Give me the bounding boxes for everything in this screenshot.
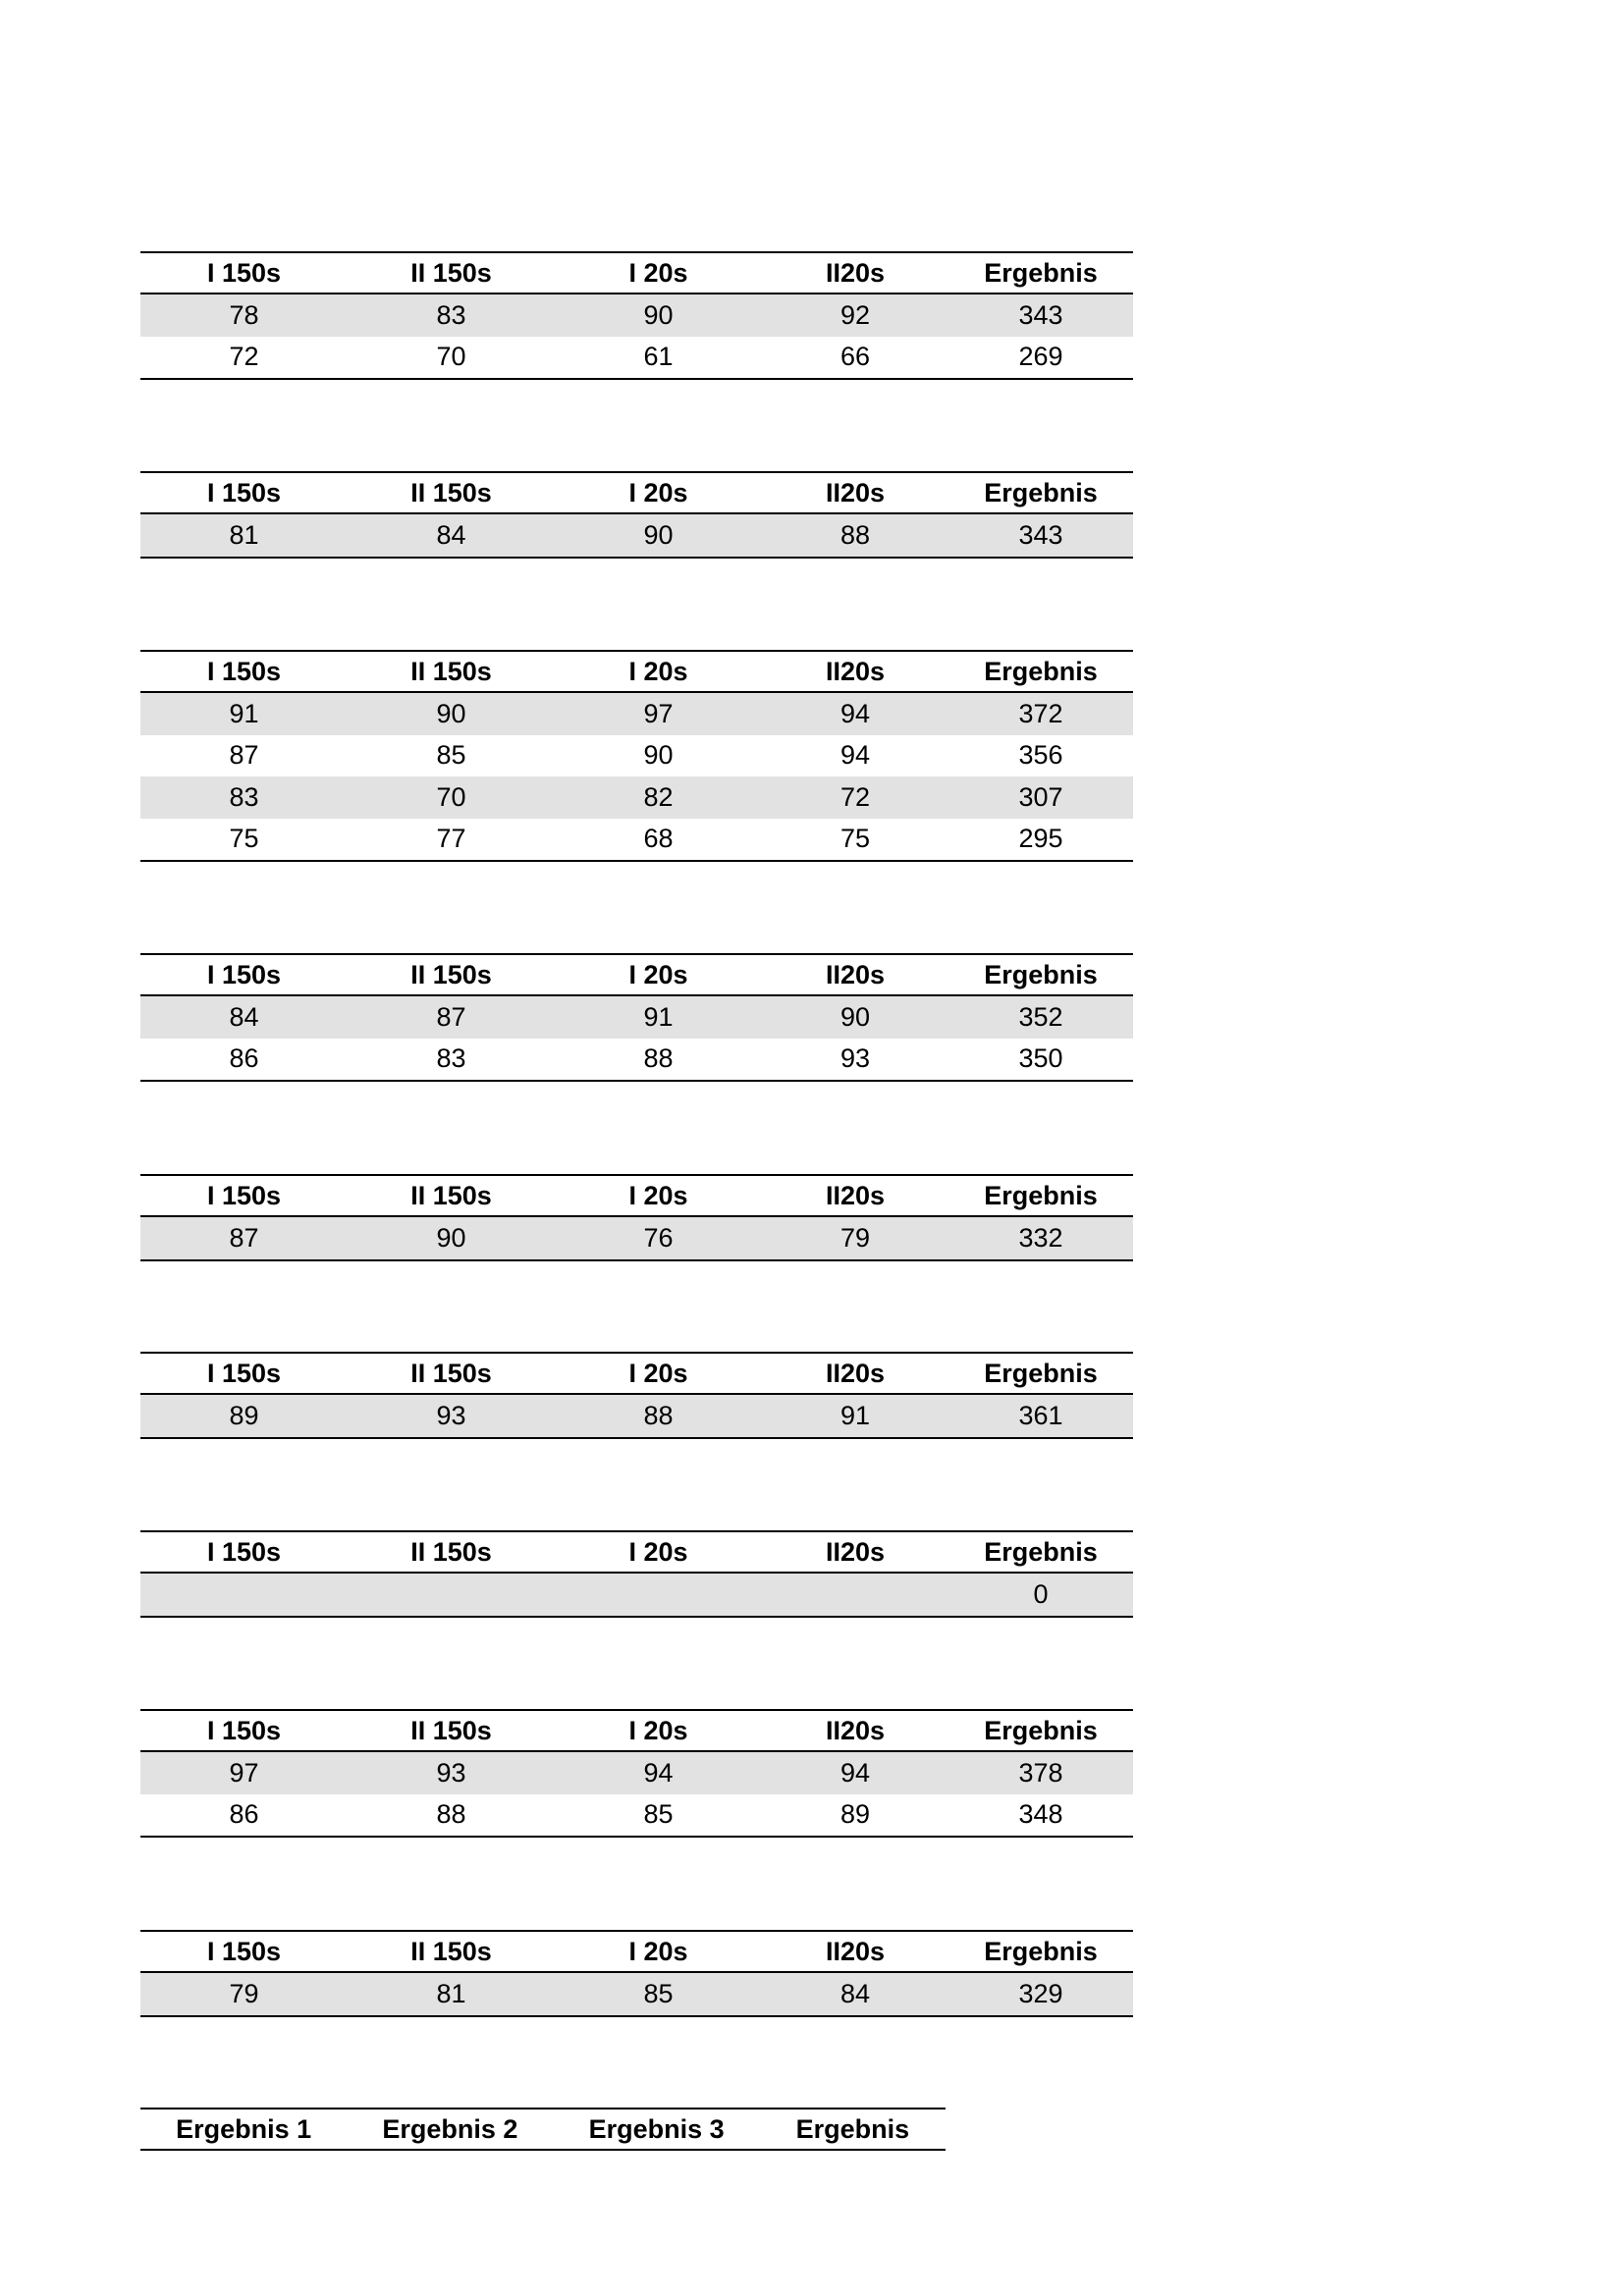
table-cell: 89 [229,1400,259,1430]
table-cell: 332 [1018,1222,1063,1253]
table-row [140,1973,1133,2015]
header-cell: I 20s [628,1936,688,1966]
table-cell: 91 [643,1001,674,1032]
header-cell: I 150s [206,1936,282,1966]
table-cell: 89 [839,1799,871,1830]
table-cell: 79 [839,1222,871,1253]
table-cell: 83 [229,781,259,812]
table-cell: 87 [436,1001,466,1032]
header-cell: I 20s [628,1536,688,1567]
table-cell: 94 [839,698,871,728]
header-cell: II 150s [410,477,492,507]
table-cell: 378 [1018,1757,1063,1788]
table-row [140,1574,1133,1616]
table-cell: 372 [1018,698,1063,728]
header-cell: Ergebnis [984,1715,1098,1745]
table-cell: 343 [1018,299,1063,330]
table-cell: 61 [643,342,674,372]
header-cell: Ergebnis 3 [588,2113,725,2144]
table-cell: 348 [1018,1799,1063,1830]
header-cell: I 20s [628,477,688,507]
header-cell: Ergebnis [984,1180,1098,1210]
table-cell: 94 [839,740,871,771]
table-row [140,693,1133,735]
table-cell: 295 [1018,824,1063,854]
header-cell: Ergebnis [984,257,1098,288]
table-row [140,1395,1133,1437]
header-cell: I 20s [628,1180,688,1210]
score-table-1 [140,251,1133,380]
header-cell: II20s [825,477,886,507]
table-cell: 91 [839,1400,871,1430]
header-cell: II 150s [410,1180,492,1210]
header-cell: II 150s [410,1536,492,1567]
table-cell: 81 [436,1978,466,2008]
header-cell: Ergebnis [984,959,1098,989]
score-table-4 [140,953,1133,1082]
header-cell: I 150s [206,1715,282,1745]
score-table-8 [140,1709,1133,1838]
score-table-3 [140,650,1133,862]
table-header [140,1711,1133,1752]
table-row [140,337,1133,379]
table-cell: 307 [1018,781,1063,812]
table-cell: 88 [643,1043,674,1074]
table-cell: 350 [1018,1043,1063,1074]
header-cell: Ergebnis [984,1358,1098,1388]
table-cell: 81 [229,519,259,550]
header-cell: I 20s [628,257,688,288]
header-cell: Ergebnis 2 [382,2113,518,2144]
header-cell: II20s [825,257,886,288]
table-cell: 72 [839,781,871,812]
table-cell: 87 [229,1222,259,1253]
header-cell: Ergebnis [984,477,1098,507]
table-cell: 90 [643,740,674,771]
header-cell: I 150s [206,477,282,507]
table-cell: 361 [1018,1400,1063,1430]
table-row [140,294,1133,337]
table-cell: 90 [839,1001,871,1032]
table-cell: 97 [643,698,674,728]
table-cell: 97 [229,1757,259,1788]
table-cell: 83 [436,299,466,330]
header-cell: Ergebnis 1 [176,2113,312,2144]
table-cell: 85 [643,1799,674,1830]
table-cell: 90 [643,299,674,330]
table-row [140,1217,1133,1259]
header-cell: I 150s [206,656,282,686]
score-table-7 [140,1530,1133,1618]
table-cell: 269 [1018,342,1063,372]
table-cell: 88 [643,1400,674,1430]
table-cell: 86 [229,1043,259,1074]
table-row [140,996,1133,1039]
table-cell: 83 [436,1043,466,1074]
header-cell: I 150s [206,959,282,989]
table-cell: 88 [436,1799,466,1830]
table-cell: 79 [229,1978,259,2008]
summary-header [140,2109,946,2149]
table-header [140,1354,1133,1395]
header-cell: I 20s [628,959,688,989]
table-cell: 92 [839,299,871,330]
summary-table [140,2108,946,2151]
table-cell: 88 [839,519,871,550]
table-cell: 87 [229,740,259,771]
header-cell: II 150s [410,959,492,989]
table-header [140,1932,1133,1973]
table-row [140,1752,1133,1794]
table-cell: 72 [229,342,259,372]
header-cell: II 150s [410,1936,492,1966]
table-cell: 94 [643,1757,674,1788]
table-cell: 356 [1018,740,1063,771]
header-cell: II20s [825,1180,886,1210]
table-cell: 352 [1018,1001,1063,1032]
header-cell: Ergebnis [795,2113,910,2144]
table-header [140,955,1133,996]
table-cell: 93 [839,1043,871,1074]
header-cell: II 150s [410,257,492,288]
table-cell: 90 [436,698,466,728]
table-cell: 84 [229,1001,259,1032]
header-cell: II20s [825,1715,886,1745]
table-cell: 329 [1018,1978,1063,2008]
table-cell: 84 [839,1978,871,2008]
score-table-6 [140,1352,1133,1439]
table-row [140,776,1133,819]
table-cell: 93 [436,1400,466,1430]
header-cell: I 20s [628,656,688,686]
header-cell: I 150s [206,1536,282,1567]
table-cell: 84 [436,519,466,550]
header-cell: II 150s [410,656,492,686]
table-cell: 91 [229,698,259,728]
table-cell: 94 [839,1757,871,1788]
table-header [140,652,1133,693]
table-cell: 75 [229,824,259,854]
header-cell: II20s [825,1536,886,1567]
score-table-5 [140,1174,1133,1261]
table-row [140,1794,1133,1837]
table-cell: 86 [229,1799,259,1830]
table-cell: 70 [436,342,466,372]
header-cell: II20s [825,656,886,686]
table-cell: 93 [436,1757,466,1788]
table-row [140,1039,1133,1081]
header-cell: I 150s [206,1358,282,1388]
table-row [140,514,1133,557]
header-cell: II 150s [410,1358,492,1388]
header-cell: II20s [825,959,886,989]
header-cell: Ergebnis [984,656,1098,686]
table-cell: 0 [1033,1578,1049,1609]
table-cell: 90 [643,519,674,550]
header-cell: II20s [825,1936,886,1966]
table-cell: 66 [839,342,871,372]
header-cell: I 150s [206,257,282,288]
table-row [140,735,1133,777]
header-cell: I 20s [628,1358,688,1388]
header-cell: I 20s [628,1715,688,1745]
table-header [140,253,1133,294]
score-table-2 [140,471,1133,559]
table-header [140,1176,1133,1217]
table-cell: 68 [643,824,674,854]
table-cell: 78 [229,299,259,330]
table-cell: 75 [839,824,871,854]
table-row [140,819,1133,861]
table-cell: 76 [643,1222,674,1253]
table-cell: 90 [436,1222,466,1253]
table-cell: 343 [1018,519,1063,550]
table-cell: 82 [643,781,674,812]
table-cell: 77 [436,824,466,854]
header-cell: II 150s [410,1715,492,1745]
table-header [140,473,1133,514]
header-cell: Ergebnis [984,1536,1098,1567]
header-cell: I 150s [206,1180,282,1210]
table-cell: 85 [436,740,466,771]
table-cell: 85 [643,1978,674,2008]
table-cell: 70 [436,781,466,812]
table-header [140,1532,1133,1574]
header-cell: Ergebnis [984,1936,1098,1966]
header-cell: II20s [825,1358,886,1388]
score-table-9 [140,1930,1133,2017]
